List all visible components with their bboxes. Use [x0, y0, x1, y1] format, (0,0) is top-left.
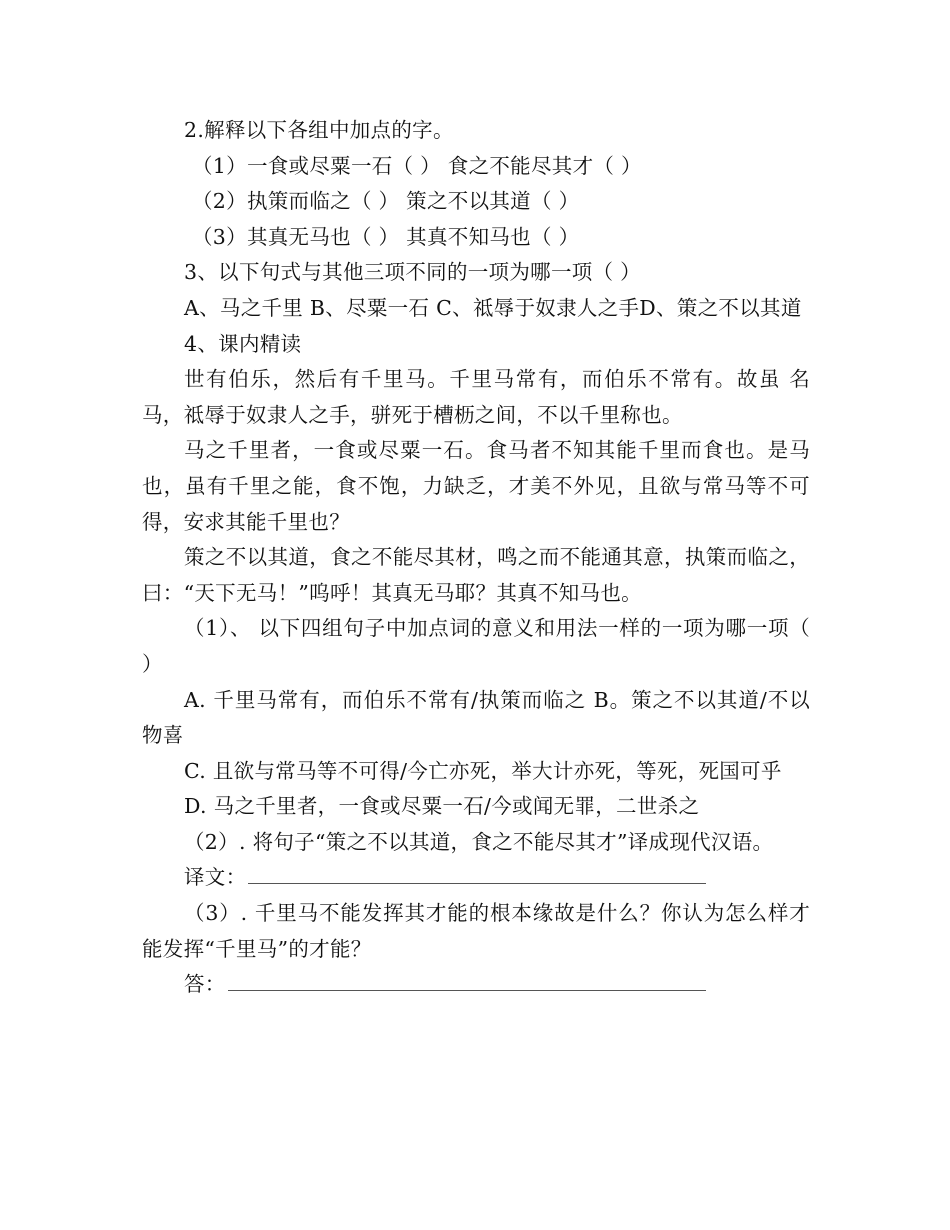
q4-title: 4、课内精读: [184, 331, 302, 356]
passage-paragraph-1: 世有伯乐，然后有千里马。千里马常有，而伯乐不常有。故虽 名马，祗辱于奴隶人之手，骈死于槽枥之间，不以千里称也。: [142, 367, 810, 427]
sub1-option-d: D. 马之千里者，一食或尽粟一石/今或闻无罪，二世杀之: [184, 794, 700, 819]
q3-options: A、马之千里 B、尽粟一石 C、祗辱于奴隶人之手D、策之不以其道: [184, 295, 802, 320]
sub2-answer-blank[interactable]: [248, 861, 706, 884]
q2-title: 2.解释以下各组中加点的字。: [184, 118, 454, 142]
sub3-answer-line: [142, 967, 810, 1003]
passage-paragraph-3: 策之不以其道，食之不能尽其材，鸣之而不能通其意，执策而临之，曰：“天下无马！”呜呼！其真无马耶？其真不知马也。: [142, 545, 810, 605]
q2-item-3: （3）其真无马也（ ） 其真不知马也（ ）: [192, 224, 580, 249]
q2-item-2: （2）执策而临之（ ） 策之不以其道（ ）: [192, 189, 580, 214]
sub2-question: （2）. 将句子“策之不以其道，食之不能尽其才”译成现代汉语。: [184, 829, 774, 854]
sub3-answer-blank[interactable]: [228, 968, 706, 991]
passage-paragraph-2: 马之千里者，一食或尽粟一石。食马者不知其能千里而食也。是马也，虽有千里之能，食不饱，力缺乏，才美不外见，且欲与常马等不可得，安求其能千里也？: [142, 438, 810, 534]
sub1-option-ab: A. 千里马常有，而伯乐不常有/执策而临之 B。策之不以其道/不以物喜: [142, 687, 810, 748]
document-body: [142, 113, 810, 1003]
sub1-option-c: C. 且欲与常马等不可得/今亡亦死，举大计亦死，等死，死国可乎: [184, 758, 782, 783]
sub3-question: （3）. 千里马不能发挥其才能的根本缘故是什么？你认为怎么样才能发挥“千里马”的才能？: [142, 901, 810, 961]
q2-item-1: （1）一食或尽粟一石（ ） 食之不能尽其才（ ）: [192, 153, 642, 178]
sub1-question: （1）、 以下四组句子中加点词的意义和用法一样的一项为哪一项（ ）: [142, 616, 810, 676]
sub2-answer-label: 译文：: [184, 865, 247, 890]
sub3-answer-label: 答：: [184, 972, 226, 997]
q3-title: 3、以下句式与其他三项不同的一项为哪一项（ ）: [184, 260, 641, 285]
sub2-answer-line: [142, 860, 810, 896]
